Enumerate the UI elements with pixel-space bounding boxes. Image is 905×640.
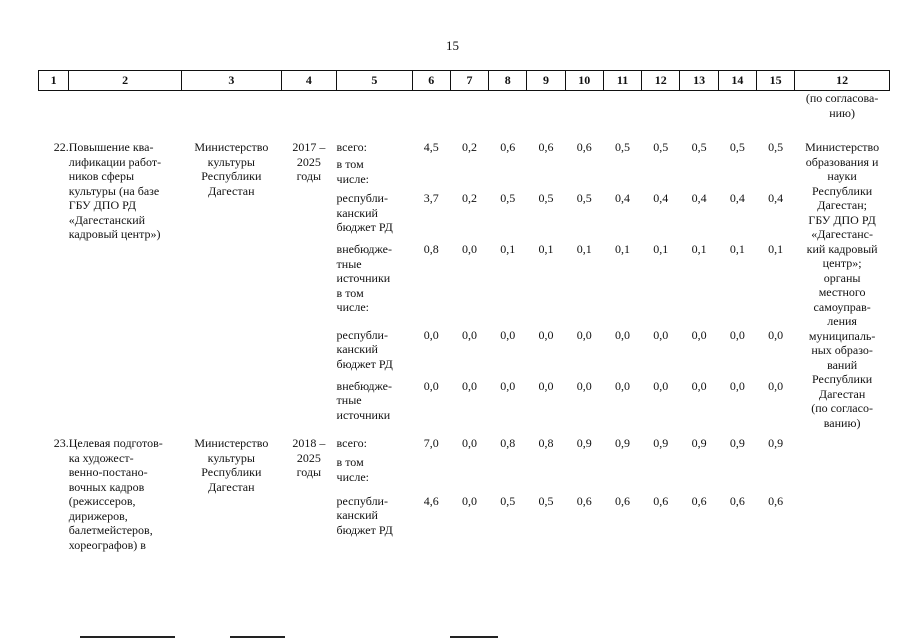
value-cell — [565, 455, 603, 494]
value-cell: 0,0 — [615, 327, 631, 342]
header-cell: 14 — [718, 71, 756, 91]
spacer-row — [39, 552, 890, 558]
executor-text: Министерство образования и науки Республики Дагестан; ГБУ ДПО РД «Дагестанс- кий кадровый центр»; органы местного самоуправ- ления муниципаль- ных образо- ваний Республики Дагестан (по согласо- ванию) — [805, 140, 880, 430]
value-cell: 0,1 — [653, 242, 669, 257]
header-cell: 9 — [527, 71, 565, 91]
value-cell: 0,0 — [729, 378, 745, 393]
measure-name: Целевая подготов- ка художест- венно-постано- вочных кадров (режиссеров, дирижеров, балетмейстеров, хореографов) в — [68, 436, 163, 552]
value-cell: 0,1 — [768, 242, 784, 257]
row-number: 22. — [53, 140, 69, 154]
value-cell — [603, 455, 641, 494]
value-cell: 0,2 — [461, 140, 477, 154]
value-cell: 0,8 — [538, 436, 554, 450]
continuation-text: (по согласова- нию) — [805, 91, 879, 120]
value-cell: 0,0 — [461, 327, 477, 342]
value-cell: 0,9 — [615, 436, 631, 450]
value-cell: 0,9 — [729, 436, 745, 450]
scan-artifact — [80, 636, 175, 638]
value-cell — [450, 455, 488, 494]
value-cell — [527, 455, 565, 494]
funding-source: в том числе: — [336, 455, 369, 484]
ministry-name: Министерство культуры Республики Дагестан — [194, 140, 269, 198]
value-cell: 0,1 — [615, 242, 631, 257]
value-cell: 0,6 — [653, 493, 669, 508]
header-cell: 11 — [603, 71, 641, 91]
value-cell — [489, 157, 527, 191]
value-cell: 0,0 — [461, 493, 477, 508]
value-cell: 3,7 — [423, 191, 439, 206]
value-cell: 0,0 — [768, 378, 784, 393]
value-cell: 0,5 — [576, 191, 592, 206]
value-cell — [718, 157, 756, 191]
value-cell: 0,4 — [729, 191, 745, 206]
value-cell: 0,9 — [576, 436, 592, 450]
value-cell — [680, 455, 718, 494]
value-cell: 0,0 — [461, 436, 477, 450]
value-cell: 0,1 — [729, 242, 745, 257]
value-cell — [565, 157, 603, 191]
header-row — [39, 71, 890, 91]
value-cell — [412, 157, 450, 191]
value-cell: 0,1 — [500, 242, 516, 257]
value-cell: 0,5 — [538, 493, 554, 508]
value-cell: 0,5 — [768, 140, 784, 154]
value-cell: 0,9 — [691, 436, 707, 450]
value-cell: 0,1 — [576, 242, 592, 257]
header-cell: 12 — [642, 71, 680, 91]
header-cell: 2 — [69, 71, 182, 91]
value-cell: 0,0 — [500, 327, 516, 342]
value-cell: 0,6 — [538, 140, 554, 154]
scan-artifact — [230, 636, 285, 638]
value-cell — [412, 455, 450, 494]
value-cell — [642, 157, 680, 191]
value-cell: 0,5 — [500, 191, 516, 206]
value-cell — [756, 157, 794, 191]
value-cell: 0,0 — [691, 327, 707, 342]
budget-table — [38, 70, 890, 558]
value-cell — [718, 455, 756, 494]
value-cell: 0,0 — [423, 378, 439, 393]
value-cell: 4,5 — [423, 140, 439, 154]
value-cell — [489, 455, 527, 494]
measure-name: Повышение ква- лификации работ- ников сферы культуры (на базе ГБУ ДПО РД «Дагестанский кадровый центр») — [68, 140, 162, 241]
value-cell: 0,6 — [691, 493, 707, 508]
header-cell: 12 — [795, 71, 890, 91]
value-cell: 0,0 — [576, 327, 592, 342]
continuation-row — [39, 91, 890, 121]
value-cell — [527, 157, 565, 191]
table-row — [39, 140, 890, 157]
value-cell: 0,0 — [423, 327, 439, 342]
value-cell: 0,5 — [653, 140, 669, 154]
value-cell: 0,2 — [461, 191, 477, 206]
value-cell: 0,5 — [729, 140, 745, 154]
header-cell: 8 — [489, 71, 527, 91]
value-cell: 0,0 — [768, 327, 784, 342]
header-cell: 6 — [412, 71, 450, 91]
row-number: 23. — [53, 436, 69, 450]
value-cell: 0,4 — [691, 191, 707, 206]
header-cell: 7 — [450, 71, 488, 91]
header-cell: 13 — [680, 71, 718, 91]
funding-source: в том числе: — [336, 157, 369, 186]
header-cell: 4 — [281, 71, 336, 91]
value-cell: 0,4 — [768, 191, 784, 206]
header-cell: 3 — [181, 71, 281, 91]
period-years: 2018 – 2025 годы — [292, 436, 326, 479]
value-cell: 0,6 — [615, 493, 631, 508]
header-cell: 10 — [565, 71, 603, 91]
value-cell: 0,8 — [423, 242, 439, 257]
value-cell: 0,8 — [500, 436, 516, 450]
value-cell: 0,5 — [615, 140, 631, 154]
value-cell: 0,0 — [653, 327, 669, 342]
funding-source: внебюдже- тные источники — [336, 378, 392, 422]
value-cell: 0,9 — [768, 436, 784, 450]
funding-source: республи- канский бюджет РД — [336, 191, 393, 235]
value-cell: 0,0 — [691, 378, 707, 393]
value-cell — [642, 455, 680, 494]
value-cell: 0,0 — [576, 378, 592, 393]
value-cell: 0,0 — [653, 378, 669, 393]
value-cell: 0,0 — [538, 327, 554, 342]
value-cell: 7,0 — [423, 436, 439, 450]
ministry-name: Министерство культуры Республики Дагестан — [194, 436, 269, 494]
funding-source: внебюдже- тные источники в том числе: — [336, 242, 392, 315]
value-cell: 0,5 — [538, 191, 554, 206]
value-cell: 0,0 — [538, 378, 554, 393]
funding-source: республи- канский бюджет РД — [336, 493, 393, 537]
value-cell: 0,9 — [653, 436, 669, 450]
value-cell: 0,6 — [500, 140, 516, 154]
value-cell — [603, 157, 641, 191]
spacer-row — [39, 120, 890, 140]
period-years: 2017 – 2025 годы — [292, 140, 326, 183]
scan-artifact — [450, 636, 498, 638]
value-cell — [680, 157, 718, 191]
header-cell: 15 — [756, 71, 794, 91]
value-cell: 0,5 — [691, 140, 707, 154]
value-cell — [756, 455, 794, 494]
value-cell: 0,0 — [461, 242, 477, 257]
table-body — [39, 91, 890, 559]
value-cell: 0,6 — [576, 493, 592, 508]
funding-source: республи- канский бюджет РД — [336, 327, 393, 371]
value-cell: 0,1 — [538, 242, 554, 257]
value-cell: 0,0 — [729, 327, 745, 342]
funding-source: всего: — [336, 436, 367, 450]
table-row — [39, 436, 890, 455]
value-cell: 0,0 — [615, 378, 631, 393]
value-cell: 0,5 — [500, 493, 516, 508]
value-cell: 0,6 — [768, 493, 784, 508]
funding-source: всего: — [336, 140, 367, 154]
value-cell — [450, 157, 488, 191]
executor-text — [795, 436, 890, 552]
value-cell: 0,6 — [576, 140, 592, 154]
value-cell: 0,4 — [615, 191, 631, 206]
page-number: 15 — [446, 38, 459, 53]
value-cell: 4,6 — [423, 493, 439, 508]
value-cell: 0,4 — [653, 191, 669, 206]
header-cell: 1 — [39, 71, 69, 91]
value-cell: 0,0 — [461, 378, 477, 393]
value-cell: 0,1 — [691, 242, 707, 257]
value-cell: 0,6 — [729, 493, 745, 508]
value-cell: 0,0 — [500, 378, 516, 393]
header-cell: 5 — [337, 71, 413, 91]
